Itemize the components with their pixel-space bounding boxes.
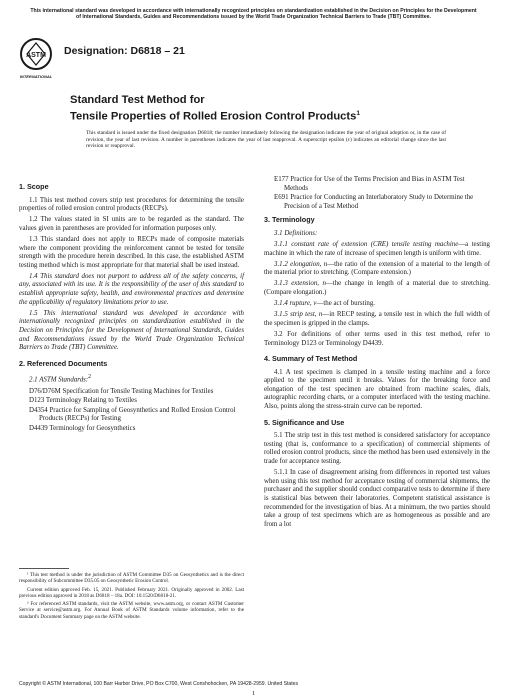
reference-item: D76/D76M Specification for Tensile Testing Machines for Textiles <box>29 387 214 395</box>
footnote-2: ² For referenced ASTM standards, visit the ASTM website, www.astm.org, or contact ASTM Customer Service at service@astm.org. For Annual Book of ASTM Standards volume information, refer to the standard's Document Summary page on the ASTM website. <box>19 601 244 620</box>
paragraph-4-1: 4.1 A test specimen is clamped in a tensile testing machine and a force applied to the specimen until it breaks. Values for the breaking force and elongation of the test specimen are obtained from machine scales, dials, autographic recording charts, or a computer interfaced with the testing machine. Also, points along the stress-strain curve can be reported. <box>264 368 490 411</box>
definition: —a testing machine in which the rate of increase of specimen length is uniform with time. <box>264 241 491 257</box>
paragraph-1-2: 1.2 The values stated in SI units are to be regarded as the standard. The values given in parentheses are provided for information purposes only. <box>19 216 244 232</box>
section-heading-summary: 4. Summary of Test Method <box>264 354 358 364</box>
paragraph-1-4 <box>19 273 244 307</box>
title-line-1: Standard Test Method for <box>70 94 205 106</box>
section-heading-referenced: 2. Referenced Documents <box>19 358 108 368</box>
logo-subtext: INTERNATIONAL <box>19 74 53 79</box>
left-column <box>19 176 244 435</box>
paragraph-5-1-1: 5.1.1 In case of disagreement arising from differences in reported test values when using this test method for acceptance testing of commercial shipments, the purchaser and the supplier should conduct comparative tests to determine if there is statistical bias between their laboratories. Competent statistical assistance is recommended for the investigation of bias. At a minimum, the two parties should take a group of test specimens which are as homogeneous as possible and are from a lot <box>264 469 490 528</box>
definition-3-1-1 <box>264 241 490 258</box>
footnote-divider <box>19 568 69 569</box>
paragraph-5-1: 5.1 The strip test in this test method is considered satisfactory for acceptance testing (that is, conformance to a specification) of commercial shipments of rolled erosion control products, since the method has been used extensively in the trade for acceptance testing. <box>264 432 490 466</box>
document-title <box>70 94 450 124</box>
paragraph-1-5 <box>19 310 244 353</box>
reference-item: D4354 Practice for Sampling of Geosynthetics and Rolled Erosion Control Products (RECPs) for Testing <box>29 406 236 423</box>
footnotes <box>19 572 244 622</box>
right-column <box>264 176 490 532</box>
definition-3-1-5 <box>264 311 490 328</box>
reference-item: D4439 Terminology for Geosynthetics <box>29 425 136 433</box>
footnote-mark-2: 2 <box>88 374 92 381</box>
footnote-1: ¹ This test method is under the jurisdiction of ASTM Committee D35 on Geosynthetics and is the direct responsibility of Subcommittee D35.05 on Geosynthetic Erosion Control. <box>19 572 244 585</box>
definition: —the act of bursting. <box>316 300 375 308</box>
reference-item: E691 Practice for Conducting an Interlaboratory Study to Determine the Precision of a Test Method <box>274 194 474 210</box>
term: 3.1.2 elongation, n <box>274 260 328 268</box>
reference-item: E177 Practice for Use of the Terms Precision and Bias in ASTM Test Methods <box>274 176 465 192</box>
definitions-label: 3.1 Definitions: <box>274 229 318 237</box>
definition-3-1-2 <box>264 261 490 278</box>
paragraph-2-1 <box>19 373 244 385</box>
definition: —in RECP testing, a tensile test in which the full width of the specimen is gripped in the clamps. <box>264 311 491 327</box>
astm-logo <box>18 37 54 81</box>
term: 3.1.5 strip test, n <box>274 311 323 319</box>
paragraph-1-4-text: 1.4 This standard does not purport to address all of the safety concerns, if any, associated with its use. It is the responsibility of the user of this standard to establish appropriate safety, health, and environmental practices and determine the applicability of regulatory limitations prior to use. <box>19 272 244 306</box>
title-footnote-mark: 1 <box>356 110 360 117</box>
page-number: 1 <box>251 690 256 697</box>
term: 3.1.1 constant rate of extension (CRE) tensile testing machine <box>274 241 459 249</box>
section-heading-terminology: 3. Terminology <box>264 215 315 225</box>
definition: —the change in length of a material due to stretching. (Compare elongation.) <box>264 280 490 297</box>
astm-standards-label: 2.1 ASTM Standards: <box>29 376 89 384</box>
international-standard-notice: This international standard was developed in accordance with internationally recognized principles on standardization established in the Decision on Principles for the Development of International Standards, Guides and Recommendations issued by the World Trade Organization Technical Barriers to Trade (TBT) Committee. <box>30 8 477 21</box>
paragraph-1-3: 1.3 This standard does not apply to RECPs made of composite materials where the component providing the reinforcement cannot be tested for tensile strength with the procedure herein described. In this case, the established ASTM testing method which is most appropriate for that material shall be used instead. <box>19 235 244 269</box>
logo-text: ASTM <box>26 52 46 59</box>
reference-list-right <box>264 176 490 211</box>
footnote-1-edition: Current edition approved Feb. 15, 2021. Published February 2021. Originally approved in 2002. Last previous edition approved in 2018 as D6818 – 18a. DOI: 10.1520/D6818-21. <box>19 586 244 599</box>
copyright-footer: Copyright © ASTM International, 100 Barr Harbor Drive, PO Box C700, West Conshohocken, PA 19428-2959. United States <box>19 681 299 687</box>
definition-3-1-4 <box>264 300 490 309</box>
title-line-2 <box>70 107 450 124</box>
definition: —the ratio of the extension of a material to the length of the material prior to stretching. (Compare extension.) <box>264 260 490 277</box>
title-text: Tensile Properties of Rolled Erosion Control Products <box>70 110 357 123</box>
section-heading-scope: 1. Scope <box>19 182 49 191</box>
term: 3.1.4 rupture, v <box>274 300 317 308</box>
reference-item: D123 Terminology Relating to Textiles <box>29 397 137 405</box>
term: 3.1.3 extension, n <box>274 280 326 288</box>
designation: Designation: D6818 – 21 <box>64 45 185 57</box>
reference-list-left <box>19 388 244 434</box>
section-heading-significance: 5. Significance and Use <box>264 417 345 427</box>
paragraph-1-1: 1.1 This test method covers strip test procedures for determining the tensile properties of rolled erosion control products (RECPs). <box>19 196 244 213</box>
issuance-statement: This standard is issued under the fixed designation D6818; the number immediately following the designation indicates the year of original adoption or, in the case of revision, the year of last revision. A number in parentheses indicates the year of last reapproval. A superscript epsilon (ε) indicates an editorial change since the last revision or reapproval. <box>86 130 446 150</box>
paragraph-3-1 <box>264 230 490 239</box>
definition-3-1-3 <box>264 280 490 297</box>
paragraph-3-2: 3.2 For definitions of other terms used in this test method, refer to Terminology D123 or Terminology D4439. <box>264 330 490 347</box>
paragraph-1-5-text: 1.5 This international standard was developed in accordance with internationally recognized principles on standardization established in the Decision on Principles for the Development of International Standards, Guides and Recommendations issued by the World Trade Organization Technical Barriers to Trade (TBT) Committee. <box>19 309 244 352</box>
